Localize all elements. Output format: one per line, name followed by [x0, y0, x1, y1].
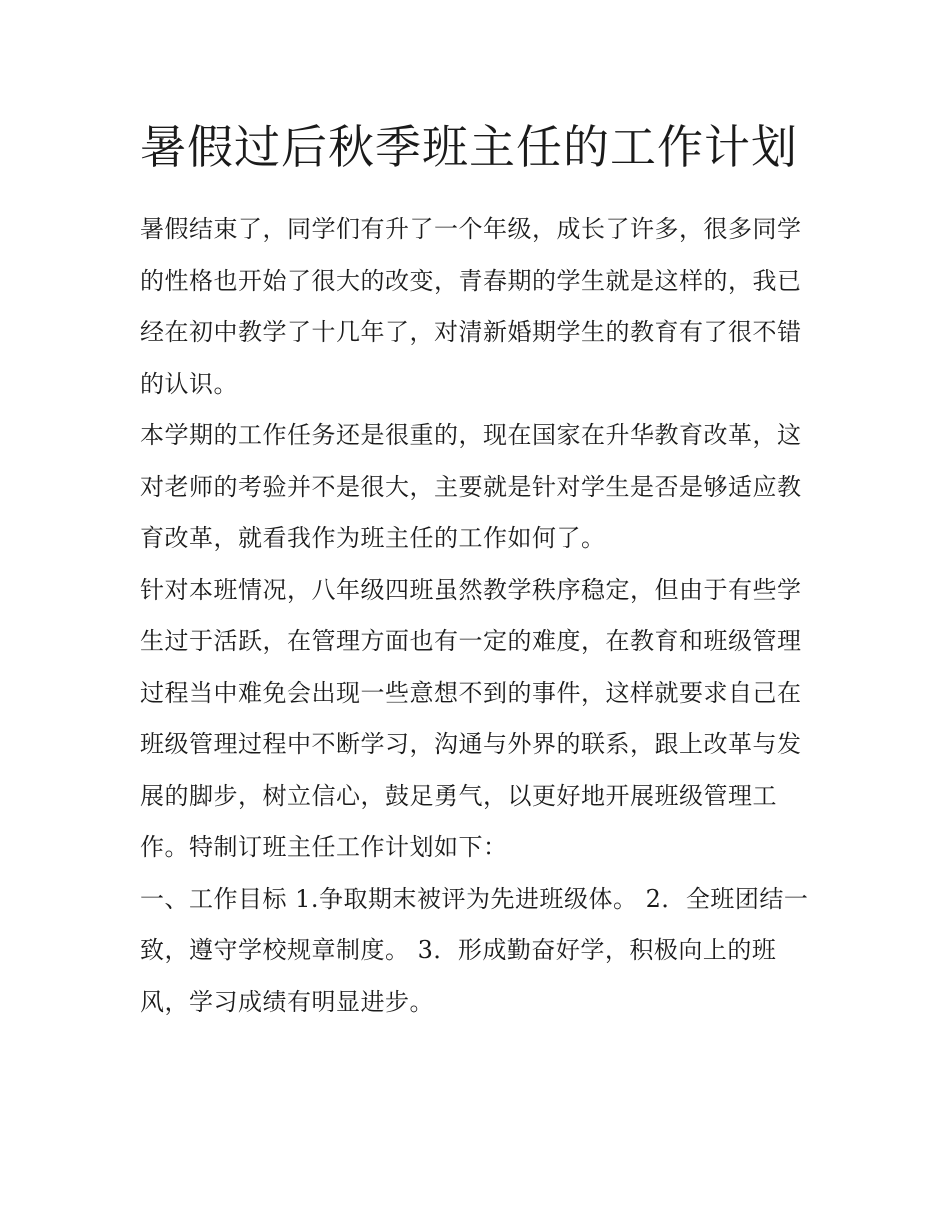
document-page	[140, 110, 812, 1028]
paragraph-intro: 暑假结束了，同学们有升了一个年级，成长了许多，很多同学的性格也开始了很大的改变，青春期的学生就是这样的，我已经在初中教学了十几年了，对清新婚期学生的教育有了很不错的认识。	[140, 215, 802, 398]
paragraph-goals: 一、工作目标 1.争取期末被评为先进班级体。 2．全班团结一致，遵守学校规章制度。 3．形成勤奋好学，积极向上的班风，学习成绩有明显进步。	[140, 884, 809, 1016]
document-title: 暑假过后秋季班主任的工作计划	[140, 120, 798, 174]
paragraph-class-situation: 针对本班情况，八年级四班虽然教学秩序稳定，但由于有些学生过于活跃，在管理方面也有一定的难度，在教育和班级管理过程当中难免会出现一些意想不到的事件，这样就要求自己在班级管理过程中不断学习，沟通与外界的联系，跟上改革与发展的脚步，树立信心，鼓足勇气，以更好地开展班级管理工作。特制订班主任工作计划如下：	[140, 575, 802, 861]
paragraph-task: 本学期的工作任务还是很重的，现在国家在升华教育改革，这对老师的考验并不是很大，主要就是针对学生是否是够适应教育改革，就看我作为班主任的工作如何了。	[140, 421, 802, 552]
